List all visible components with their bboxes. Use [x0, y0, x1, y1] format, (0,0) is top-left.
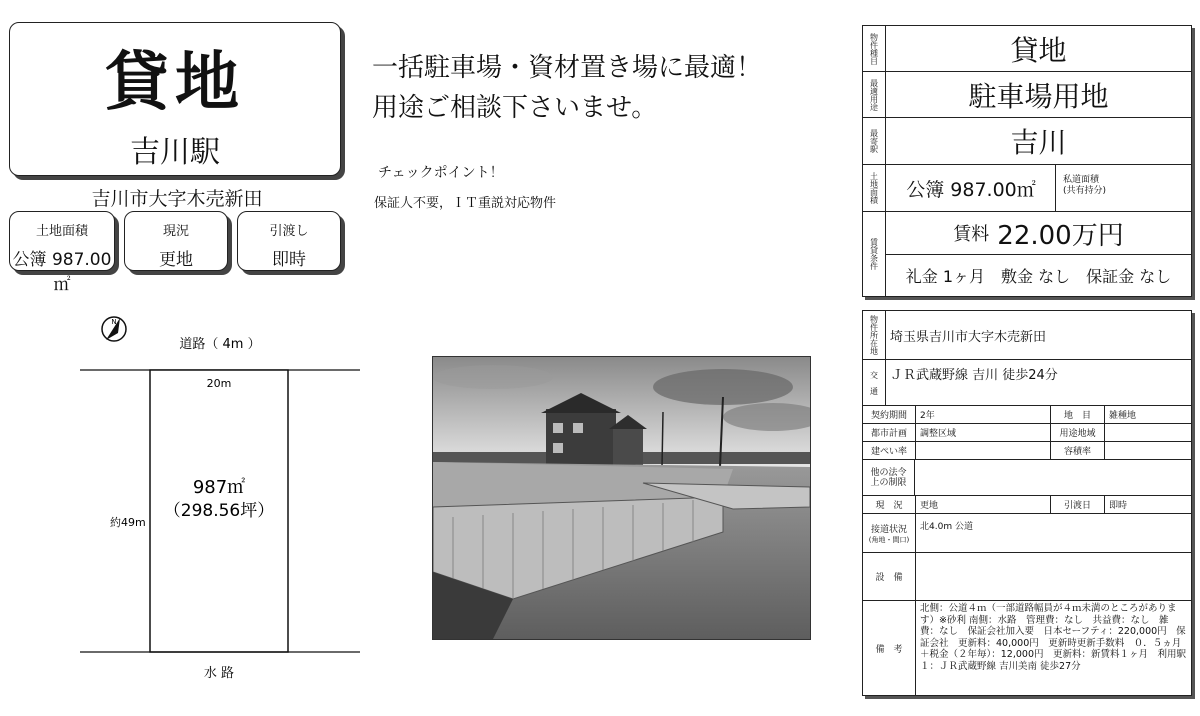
info-facility-label: 設 備: [863, 553, 916, 600]
address-line: 吉川市大字木売新田: [91, 188, 263, 210]
info-cityplan-value: 調整区域: [916, 424, 1051, 441]
spec-area-label: 土地面積: [863, 165, 886, 211]
spec-row-station: [863, 118, 1191, 165]
summary-area-label: 土地面積: [35, 224, 88, 239]
summary-handover: [237, 211, 341, 271]
info-facility-value: [916, 553, 1191, 600]
info-handover-value: 即時: [1109, 501, 1128, 511]
spec-use-label: 最適用途: [863, 72, 886, 117]
spec-rent-label: 賃料: [953, 224, 990, 245]
info-row-transport: [863, 360, 1191, 406]
info-row-contract: [863, 406, 1191, 424]
title-box: [9, 22, 341, 176]
info-contract-label: 契約期間: [863, 406, 916, 423]
info-row-legal: [863, 460, 1191, 496]
spec-private-road-label: 私道面積: [1063, 175, 1100, 185]
spec-terms-label: 賃貸条件: [863, 212, 886, 296]
info-road-value: 北4.0m 公道: [920, 522, 973, 532]
info-cityplan-label: 都市計画: [863, 424, 916, 441]
info-legal-value: [916, 460, 1191, 495]
summary-area-value: 公簿 987.00㎡: [12, 250, 112, 295]
page-title: 貸地: [105, 46, 245, 120]
svg-text:N: N: [111, 318, 117, 326]
checkpoint-text: 保証人不要，ＩＴ重説対応物件: [374, 196, 557, 211]
plot-diagram: [0, 300, 370, 700]
info-volume-value: [1105, 442, 1191, 459]
info-notes-value: 北側：公道４ｍ（一部道路幅員が４ｍ未満のところがあります）※砂利 南側：水路 管理費：なし 共益費：なし 雑費：なし 保証会社加入要 日本セーフティ：220,000円 保証会社 更新料：40,000円 更新時更新手数料 ０．５ヵ月＋税金（２年毎）：12,000円 更新料：新賃料１ヶ月 利用駅１：ＪＲ武蔵野線 吉川美南 徒歩27分: [920, 603, 1186, 672]
summary-handover-label: 引渡し: [269, 224, 309, 239]
info-landcat-value: 雑種地: [1109, 411, 1137, 421]
info-status-label: 現 況: [863, 496, 916, 513]
info-transport-value: ＪＲ武蔵野線 吉川 徒歩24分: [890, 368, 1058, 383]
spec-table: [862, 25, 1192, 297]
info-row-notes: [863, 601, 1191, 695]
road-top-label: 道路（ 4m ）: [179, 337, 261, 352]
info-road-sub: (角地・間口): [868, 535, 910, 544]
plot-area-tsubo: （298.56坪）: [163, 501, 275, 521]
spec-rent: [886, 212, 1191, 255]
info-floor-label: 建ぺい率: [863, 442, 916, 459]
plot-depth-label: 約49m: [110, 516, 146, 529]
info-row-road: [863, 514, 1191, 553]
info-row-location: [863, 311, 1191, 360]
info-table: [862, 310, 1192, 696]
north-compass-icon: [102, 317, 126, 341]
info-row-facility: [863, 553, 1191, 601]
headline-line1: 一括駐車場・資材置き場に最適！: [372, 53, 763, 83]
info-row-status: [863, 496, 1191, 514]
road-bottom-label: 水 路: [203, 666, 235, 681]
info-landcat-label: 地 目: [1051, 406, 1105, 423]
site-photo: [432, 356, 811, 640]
spec-private-road-sub: (共有持分): [1063, 186, 1107, 196]
summary-handover-value: 即時: [272, 250, 306, 270]
info-row-floor: [863, 442, 1191, 460]
info-location-label: 物件所在地: [863, 311, 886, 359]
spec-station-label: 最寄駅: [863, 118, 886, 164]
headline-line2: 用途ご相談下さいませ。: [372, 93, 658, 123]
spec-row-area: [863, 165, 1191, 212]
info-transport-label: 交 通: [863, 360, 886, 405]
spec-fees: 礼金 1ヶ月 敷金 なし 保証金 なし: [905, 267, 1172, 286]
info-zone-value: [1105, 424, 1191, 441]
spec-type-label: 物件種目: [863, 26, 886, 71]
info-zone-label: 用途地域: [1051, 424, 1105, 441]
spec-use-value: 駐車場用地: [968, 79, 1109, 113]
station-title: 吉川駅: [130, 135, 220, 170]
summary-status-label: 現況: [162, 224, 189, 239]
info-volume-label: 容積率: [1051, 442, 1105, 459]
spec-row-terms: [863, 212, 1191, 296]
spec-row-type: [863, 26, 1191, 72]
info-row-cityplan: [863, 424, 1191, 442]
headline: [372, 48, 762, 128]
summary-status: [124, 211, 228, 271]
summary-area: [9, 211, 115, 295]
info-location-value: 埼玉県吉川市大字木売新田: [890, 329, 1047, 345]
info-legal-label: 他の法令上の制限: [863, 460, 915, 495]
info-road-label-cell: [863, 514, 916, 552]
info-floor-value: [916, 442, 1051, 459]
spec-area-value: 公簿 987.00㎡: [906, 178, 1036, 201]
info-notes-label: 備 考: [863, 601, 916, 695]
checkpoint-heading: チェックポイント！: [378, 165, 504, 181]
info-road-label: 接道状況: [870, 524, 907, 535]
spec-rent-value: 22.00万円: [997, 220, 1124, 251]
info-status-value: 更地: [916, 496, 1051, 513]
info-handover-label: 引渡日: [1051, 496, 1105, 513]
spec-station-value: 吉川: [1010, 126, 1067, 159]
plot-area-m2: 987㎡: [192, 477, 246, 498]
spec-row-use: [863, 72, 1191, 118]
plot-width-label: 20m: [206, 377, 232, 390]
spec-type-value: 貸地: [1010, 33, 1067, 67]
info-contract-value: 2年: [916, 406, 1051, 423]
spec-private-road: [1063, 175, 1106, 197]
summary-status-value: 更地: [159, 250, 193, 270]
